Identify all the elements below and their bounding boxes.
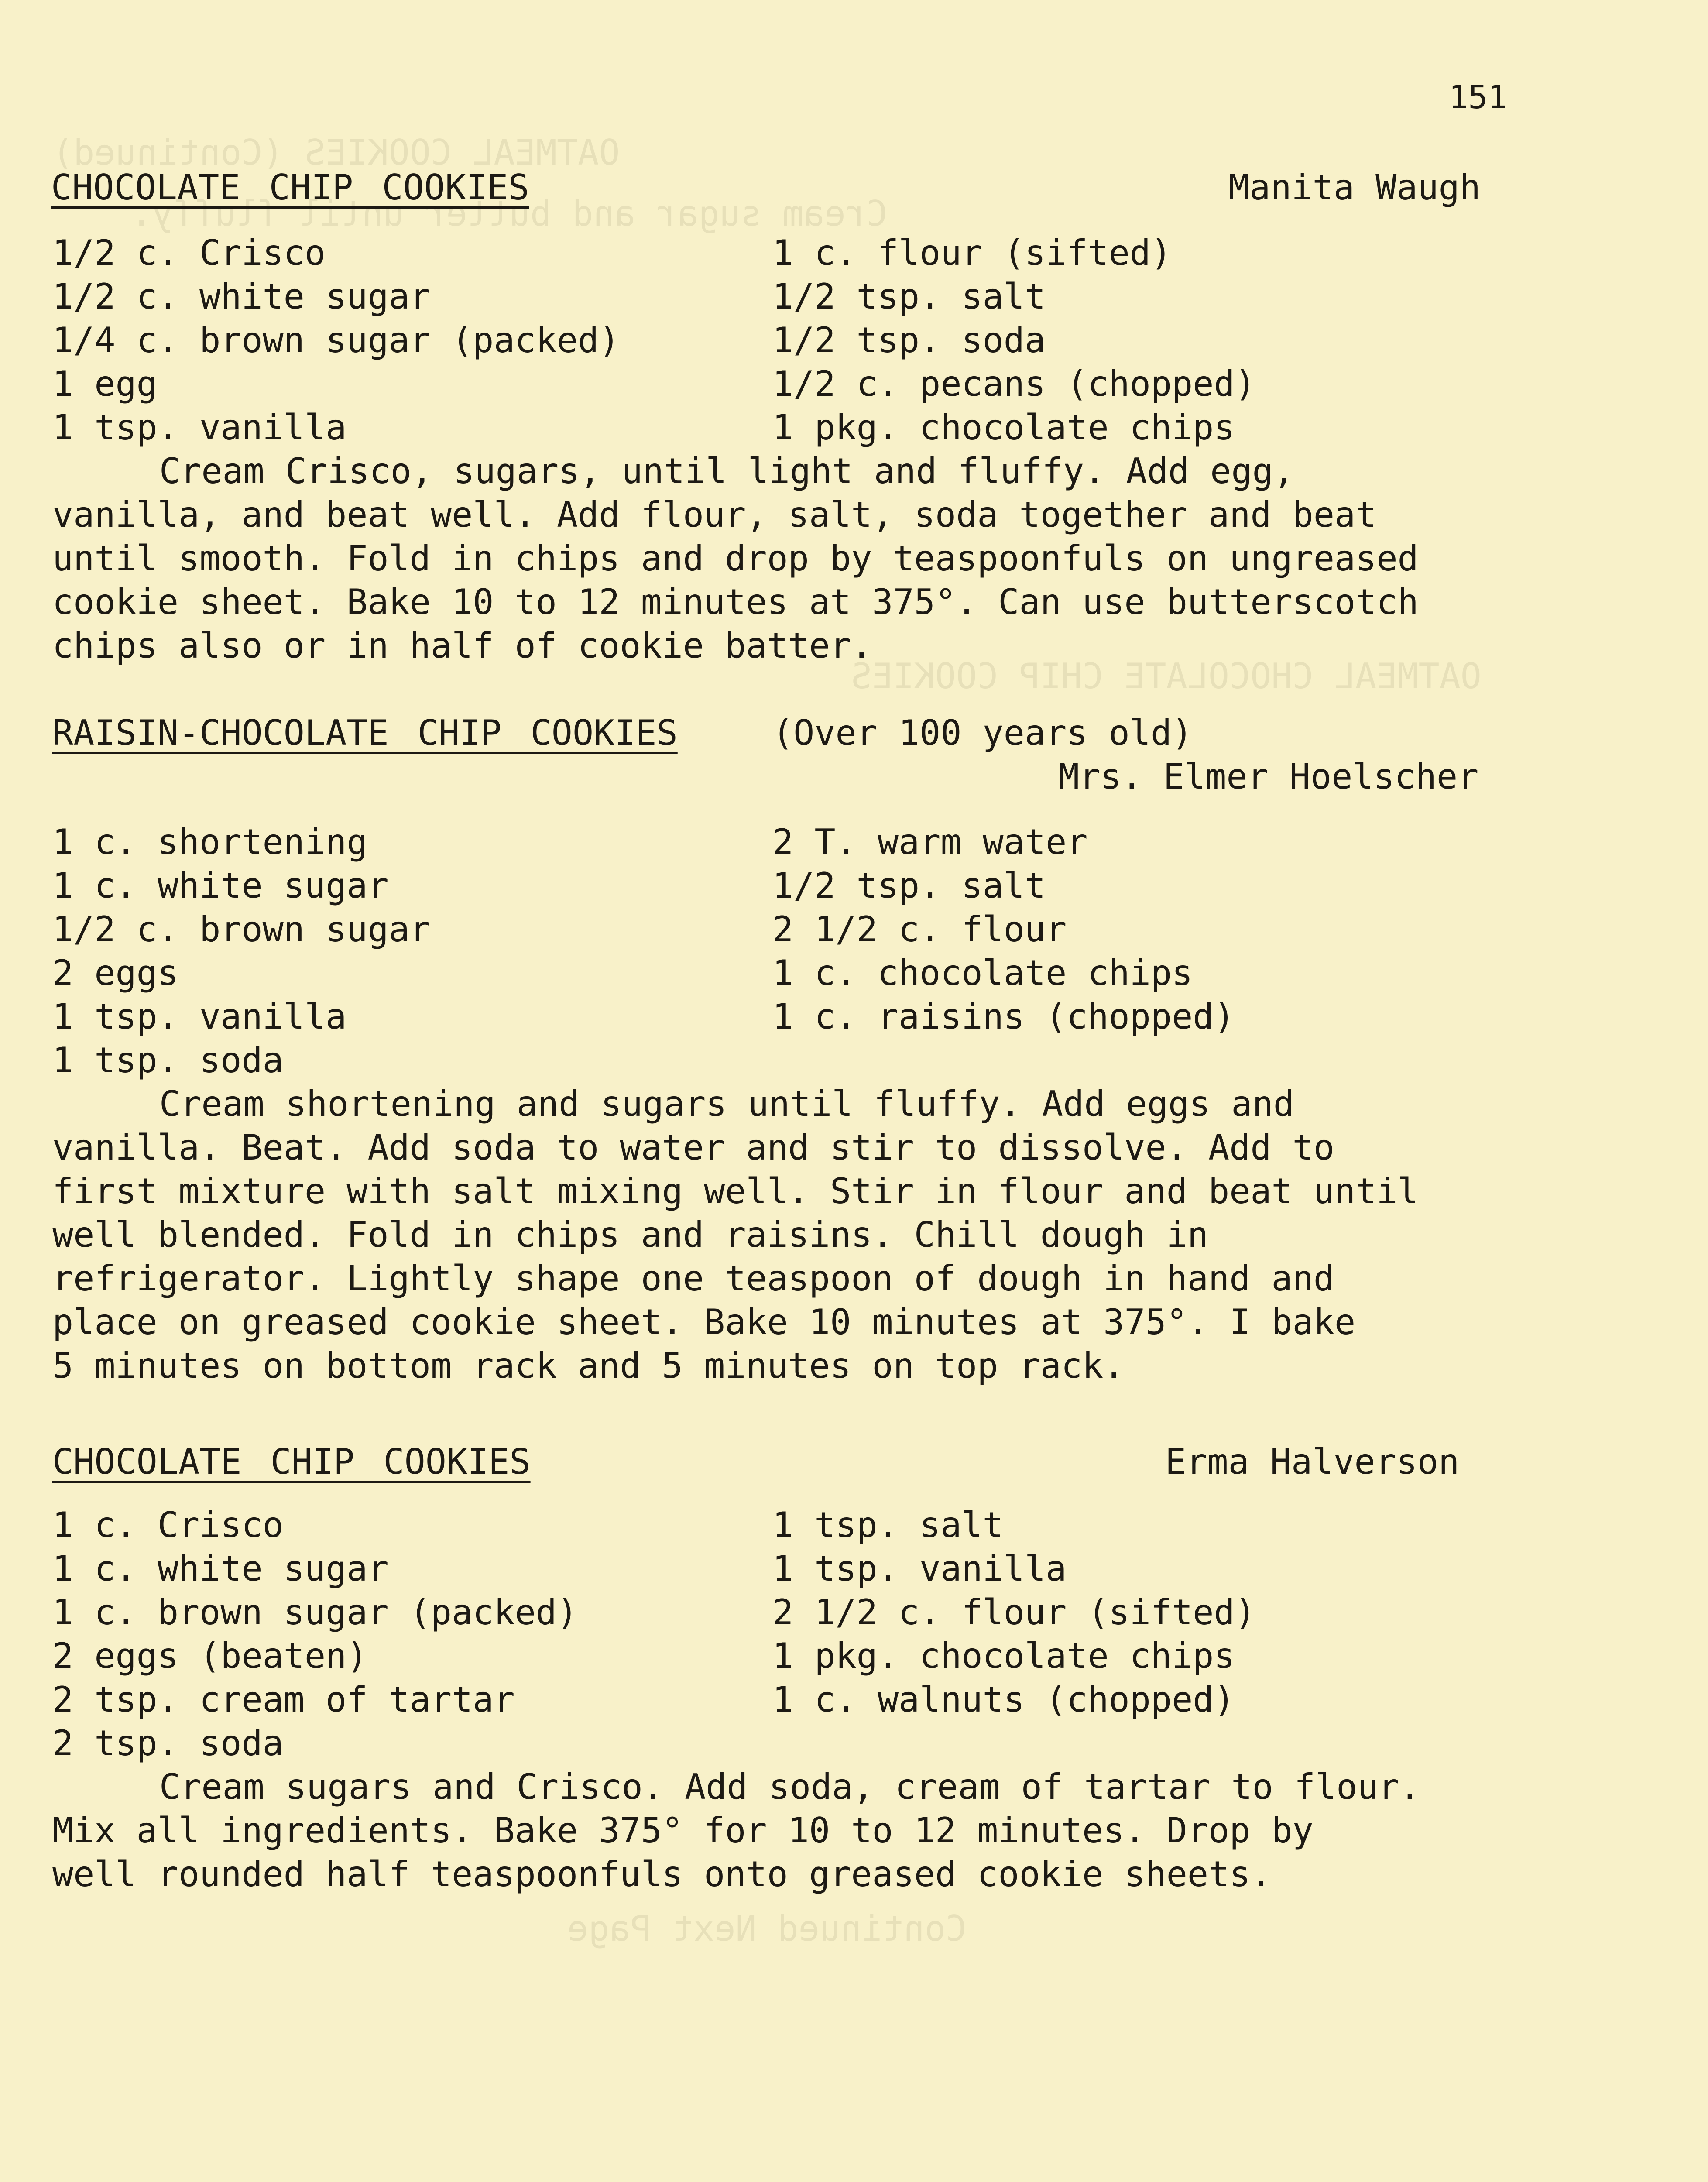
- recipe-1-ingredient-left-4: 1 egg: [52, 364, 158, 404]
- recipe-3-ingredient-left-1: 1 c. Crisco: [52, 1505, 284, 1545]
- recipe-1-direction-3: until smooth. Fold in chips and drop by teaspoonfuls on ungreased: [52, 538, 1419, 579]
- recipe-1-ingredient-left-3: 1/4 c. brown sugar (packed): [52, 320, 620, 360]
- page-number: 151: [1449, 79, 1507, 116]
- recipe-3-title: CHOCOLATE CHIP COOKIES: [52, 1441, 531, 1482]
- recipe-3-ingredient-right-5: 1 c. walnuts (chopped): [772, 1679, 1235, 1720]
- recipe-2-author: Mrs. Elmer Hoelscher: [1058, 756, 1479, 797]
- recipe-2-ingredient-right-3: 2 1/2 c. flour: [772, 909, 1067, 950]
- recipe-1-ingredient-right-2: 1/2 tsp. salt: [772, 276, 1046, 317]
- recipe-3-ingredient-left-6: 2 tsp. soda: [52, 1723, 284, 1763]
- recipe-2-direction-3: first mixture with salt mixing well. Stir in flour and beat until: [52, 1171, 1419, 1211]
- recipe-2-note: (Over 100 years old): [772, 713, 1193, 753]
- recipe-3-ingredient-left-4: 2 eggs (beaten): [52, 1636, 368, 1676]
- show-through-3: OATMEAL CHOCOLATE CHIP COOKIES: [851, 656, 1482, 696]
- recipe-1-ingredient-left-1: 1/2 c. Crisco: [52, 233, 326, 273]
- recipe-3-direction-3: well rounded half teaspoonfuls onto greased cookie sheets.: [52, 1854, 1272, 1894]
- recipe-3-ingredient-left-2: 1 c. white sugar: [52, 1548, 389, 1589]
- show-through-1: OATMEAL COOKIES (Continued): [52, 132, 620, 173]
- recipe-1-ingredient-right-4: 1/2 c. pecans (chopped): [772, 364, 1256, 404]
- recipe-1-title: CHOCOLATE CHIP COOKIES: [51, 167, 529, 208]
- recipe-1-direction-4: cookie sheet. Bake 10 to 12 minutes at 375°. Can use butterscotch: [52, 582, 1419, 622]
- recipe-3-ingredient-right-2: 1 tsp. vanilla: [772, 1548, 1067, 1589]
- recipe-1-ingredient-right-5: 1 pkg. chocolate chips: [772, 407, 1235, 448]
- recipe-3-author: Erma Halverson: [1165, 1441, 1460, 1482]
- recipe-2-direction-2: vanilla. Beat. Add soda to water and stir to dissolve. Add to: [52, 1127, 1335, 1168]
- recipe-3-ingredient-left-3: 1 c. brown sugar (packed): [52, 1592, 578, 1633]
- show-through-4: Continued Next Page: [567, 1908, 967, 1949]
- recipe-2-ingredient-left-5: 1 tsp. vanilla: [52, 996, 347, 1037]
- recipe-1-direction-5: chips also or in half of cookie batter.: [52, 625, 872, 666]
- recipe-2-direction-4: well blended. Fold in chips and raisins. Chill dough in: [52, 1215, 1209, 1255]
- recipe-2-direction-7: 5 minutes on bottom rack and 5 minutes on top rack.: [52, 1345, 1125, 1386]
- recipe-1-direction-1: Cream Crisco, sugars, until light and fluffy. Add egg,: [159, 451, 1294, 491]
- recipe-3-ingredient-right-3: 2 1/2 c. flour (sifted): [772, 1592, 1256, 1633]
- recipe-3-direction-1: Cream sugars and Crisco. Add soda, cream of tartar to flour.: [159, 1767, 1420, 1807]
- recipe-2-direction-6: place on greased cookie sheet. Bake 10 minutes at 375°. I bake: [52, 1302, 1356, 1342]
- recipe-2-title: RAISIN-CHOCOLATE CHIP COOKIES: [52, 713, 678, 753]
- recipe-3-ingredient-left-5: 2 tsp. cream of tartar: [52, 1679, 515, 1720]
- show-through-2: Cream sugar and butter until fluffy.: [131, 193, 888, 234]
- recipe-2-ingredient-right-5: 1 c. raisins (chopped): [772, 996, 1235, 1037]
- recipe-2-ingredient-right-2: 1/2 tsp. salt: [772, 865, 1046, 906]
- recipe-2-ingredient-right-4: 1 c. chocolate chips: [772, 953, 1193, 993]
- recipe-2-ingredient-left-3: 1/2 c. brown sugar: [52, 909, 431, 950]
- recipe-3-direction-2: Mix all ingredients. Bake 375° for 10 to 12 minutes. Drop by: [52, 1810, 1314, 1851]
- recipe-2-ingredient-left-4: 2 eggs: [52, 953, 178, 993]
- recipe-1-ingredient-right-3: 1/2 tsp. soda: [772, 320, 1046, 360]
- recipe-2-direction-1: Cream shortening and sugars until fluffy. Add eggs and: [159, 1084, 1294, 1124]
- recipe-1-author: Manita Waugh: [1228, 167, 1481, 208]
- recipe-2-ingredient-left-2: 1 c. white sugar: [52, 865, 389, 906]
- recipe-1-direction-2: vanilla, and beat well. Add flour, salt, soda together and beat: [52, 494, 1377, 535]
- recipe-2-ingredient-left-1: 1 c. shortening: [52, 822, 368, 862]
- recipe-1-ingredient-right-1: 1 c. flour (sifted): [772, 233, 1172, 273]
- recipe-2-ingredient-right-1: 2 T. warm water: [772, 822, 1088, 862]
- recipe-1-ingredient-left-2: 1/2 c. white sugar: [52, 276, 431, 317]
- recipe-3-ingredient-right-1: 1 tsp. salt: [772, 1505, 1004, 1545]
- recipe-2-ingredient-left-6: 1 tsp. soda: [52, 1040, 284, 1081]
- recipe-3-ingredient-right-4: 1 pkg. chocolate chips: [772, 1636, 1235, 1676]
- recipe-1-ingredient-left-5: 1 tsp. vanilla: [52, 407, 347, 448]
- recipe-2-direction-5: refrigerator. Lightly shape one teaspoon of dough in hand and: [52, 1258, 1335, 1299]
